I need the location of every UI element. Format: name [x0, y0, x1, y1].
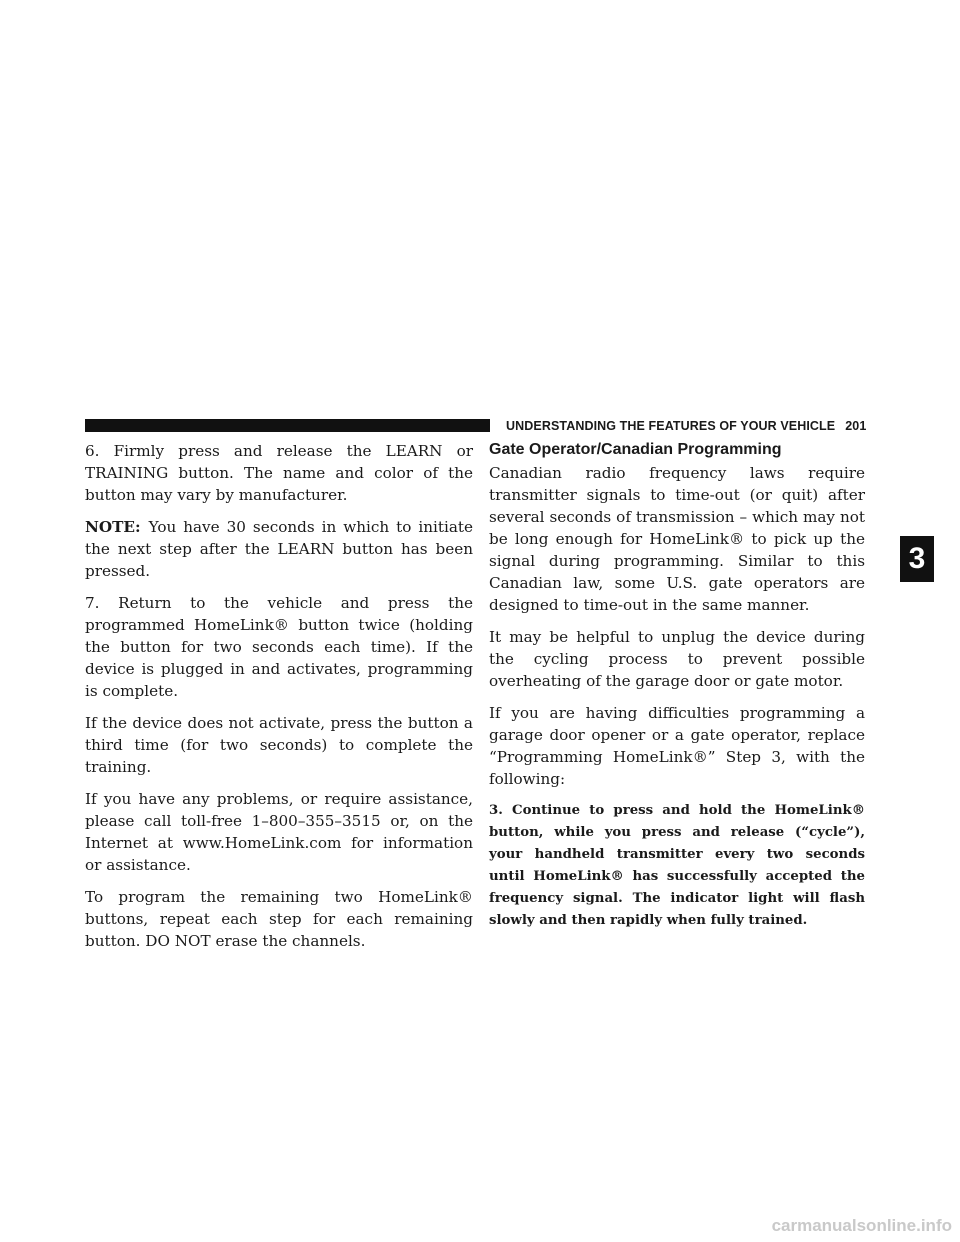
third-press-paragraph: If the device does not activate, press the button a third time (for two seconds) to complete the training.	[85, 714, 473, 776]
running-header	[506, 418, 866, 434]
header-rule	[85, 419, 490, 432]
section-title: UNDERSTANDING THE FEATURES OF YOUR VEHICLE	[506, 419, 836, 433]
unplug-paragraph: It may be helpful to unplug the device during the cycling process to prevent possible overheating of the garage door or gate motor.	[489, 628, 865, 690]
page-number: 201	[845, 419, 867, 433]
note-text: You have 30 seconds in which to initiate the next step after the LEARN button has been pressed.	[85, 518, 473, 580]
step-6-paragraph: 6. Firmly press and release the LEARN or TRAINING button. The name and color of the button may vary by manufacturer.	[85, 442, 473, 504]
note-paragraph	[85, 516, 473, 582]
footer-watermark: carmanualsonline.info	[771, 1216, 952, 1235]
chapter-tab: 3	[900, 536, 934, 582]
note-label: NOTE:	[85, 518, 141, 536]
replacement-step-3: 3. Continue to press and hold the HomeLink® button, while you press and release (“cycle”), your handheld transmitter every two seconds until HomeLink® has successfully accepted the frequency signal. The indicator light will flash slowly and then rapidly when fully trained.	[489, 803, 865, 928]
canadian-law-paragraph: Canadian radio frequency laws require transmitter signals to time-out (or quit) after several seconds of transmission – which may not be long enough for HomeLink® to pick up the signal during programming. Similar to this Canadian law, some U.S. gate operators are designed to time-out in the same manner.	[489, 464, 865, 614]
right-column	[489, 440, 865, 942]
section-heading: Gate Operator/Canadian Programming	[489, 441, 782, 458]
remaining-buttons-paragraph: To program the remaining two HomeLink® buttons, repeat each step for each remaining button. DO NOT erase the channels.	[85, 888, 473, 950]
assistance-paragraph: If you have any problems, or require assistance, please call toll-free 1–800–355–3515 or, on the Internet at www.HomeLink.com for information or assistance.	[85, 790, 473, 874]
step-7-paragraph: 7. Return to the vehicle and press the programmed HomeLink® button twice (holding the button for two seconds each time). If the device is plugged in and activates, programming is complete.	[85, 594, 473, 700]
difficulties-paragraph: If you are having difficulties programming a garage door opener or a gate operator, replace “Programming HomeLink®” Step 3, with the following:	[489, 704, 865, 788]
left-column	[85, 440, 473, 962]
